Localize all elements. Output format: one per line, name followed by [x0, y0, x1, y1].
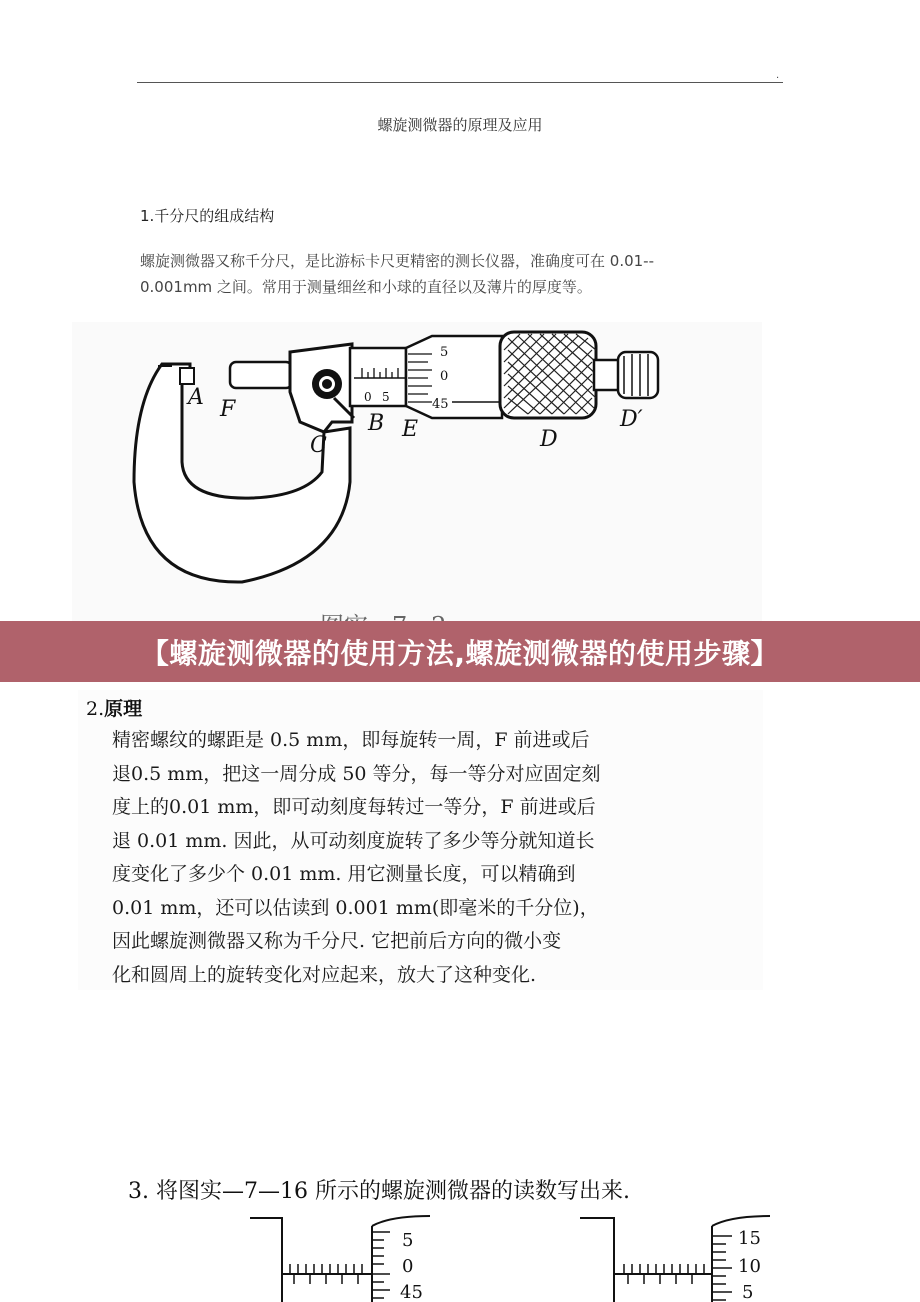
gauge-right-label: 5: [742, 1282, 754, 1302]
title-banner: [0, 621, 920, 682]
banner-text: 【螺旋测微器的使用方法,螺旋测微器的使用步骤】: [140, 636, 780, 670]
section2-number: 2.: [86, 698, 105, 720]
section2-line: 退 0.01 mm. 因此，从可动刻度旋转了多少等分就知道长: [112, 829, 595, 852]
thimble-mid-label: 0: [440, 369, 449, 384]
section2-line: 精密螺纹的螺距是 0.5 mm，即每旋转一周，F 前进或后: [112, 729, 590, 751]
micrometer-diagram: [72, 322, 762, 642]
gauge-right-label: 15: [738, 1228, 761, 1249]
section2-paragraph: [112, 724, 762, 992]
header-dot: .: [776, 70, 780, 81]
section1-paragraph: [140, 248, 790, 300]
section2-heading: [86, 694, 142, 721]
sleeve-five-label: 5: [382, 390, 390, 404]
section1-line: 螺旋测微器又称千分尺，是比游标卡尺更精密的测长仪器，准确度可在 0.01--: [140, 252, 654, 270]
label-C: C: [310, 433, 327, 458]
section2-line: 因此螺旋测微器又称为千分尺. 它把前后方向的微小变: [112, 930, 562, 952]
section1-heading: 1.千分尺的组成结构: [140, 207, 275, 225]
label-A: A: [188, 385, 204, 410]
label-F: F: [220, 397, 236, 422]
section1-line: 0.001mm 之间。常用于测量细丝和小球的直径以及薄片的厚度等。: [140, 278, 592, 296]
label-D-prime: D′: [620, 407, 643, 432]
gauge-left-label: 45: [400, 1282, 423, 1302]
sleeve-zero-label: 0: [364, 390, 372, 404]
header-rule: [137, 82, 783, 83]
document-title: 螺旋测微器的原理及应用: [377, 116, 543, 134]
thimble-bottom-label: 45: [432, 397, 449, 412]
section2-line: 化和圆周上的旋转变化对应起来，放大了这种变化.: [112, 963, 537, 986]
section2-title: 原理: [104, 698, 143, 720]
section2-line: 0.01 mm，还可以估读到 0.001 mm(即毫米的千分位)，: [112, 896, 599, 919]
section2-line: 退0.5 mm，把这一周分成 50 等分，每一等分对应固定刻: [112, 762, 601, 785]
gauge-right-label: 10: [738, 1256, 761, 1277]
label-E: E: [402, 417, 419, 442]
label-D: D: [540, 427, 558, 452]
gauge-left-label: 0: [402, 1256, 414, 1277]
section3-heading: 3. 将图实—7—16 所示的螺旋测微器的读数写出来.: [128, 1179, 630, 1204]
gauge-left-label: 5: [402, 1230, 414, 1251]
section2-line: 度上的0.01 mm，即可动刻度每转过一等分，F 前进或后: [112, 796, 596, 818]
thimble-top-label: 5: [440, 345, 449, 360]
label-B: B: [368, 411, 385, 436]
section2-line: 度变化了多少个 0.01 mm. 用它测量长度，可以精确到: [112, 863, 576, 885]
reading-gauges-figure: [240, 1210, 800, 1302]
